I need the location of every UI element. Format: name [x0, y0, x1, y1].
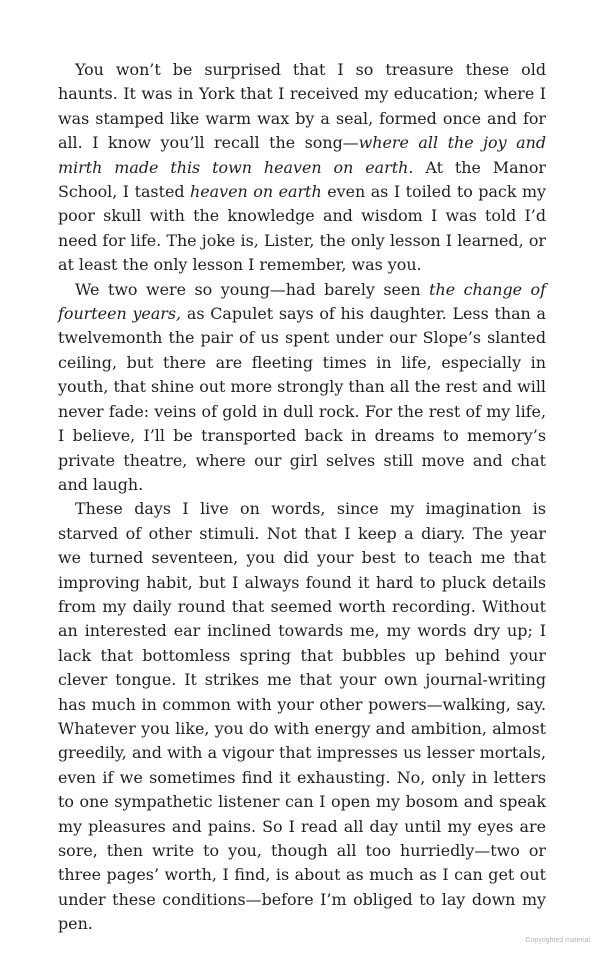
- paragraph-1-run-2-italic: where all the joy and mirth made this town heaven on earth.: [58, 133, 546, 177]
- paragraph-2-run-2-italic: the change of fourteen years,: [58, 279, 546, 324]
- paragraph-1-run-3: At the Manor School, I tasted: [58, 157, 546, 202]
- paragraph-1: [58, 58, 546, 278]
- paragraph-3-run-1: These days I live on words, since my imagination is starved of other stimuli. Not that I keep a diary. The year we turned seventeen, you did your best to teach me that improving habit, but I always found it hard to pluck details from my daily round that seemed worth recording. Without an interested ear inclined towards me, my words dry up; I lack that bottomless spring that bubbles up behind your clever tongue. It strikes me that your own journal-writing has much in common with your other powers—walking, say. Whatever you like, you do with energy and ambition, almost greedily, and with a vigour that impresses us lesser mortals, even if we sometimes find it exhausting. No, only in letters to one sympathetic listener can I open my bosom and speak my pleasures and pains. So I read all day until my eyes are sore, then write to you, though all too hurriedly—two or three pages’ worth, I find, is about as much as I can get out under these conditions—before I’m obliged to lay down my pen.: [58, 499, 546, 934]
- copyright-watermark: Copyrighted material: [525, 937, 590, 944]
- paragraph-1-run-5: even as I toiled to pack my poor skull with the knowledge and wisdom I was told I’d need for life. The joke is, Lister, the only lesson I learned, or at least the only lesson I remember, was you.: [58, 182, 546, 275]
- paragraph-2-run-1: We two were so young—had barely seen: [75, 279, 430, 299]
- paragraph-2-run-3: as Capulet says of his daughter. Less than a twelvemonth the pair of us spent under our Slope’s slanted ceiling, but there are fleeting times in life, especially in youth, that shine out more strongly than all the rest and will never fade: veins of gold in dull rock. For the rest of my life, I believe, I’ll be transported back in dreams to memory’s private theatre, where our girl selves still move and chat and laugh.: [58, 304, 546, 494]
- paragraph-1-run-1: You won’t be surprised that I so treasure these old haunts. It was in York that I received my education; where I was stamped like warm wax by a seal, formed once and for all. I know you’ll recall the song—: [58, 60, 546, 153]
- paragraph-1-run-4-italic: heaven on earth: [190, 182, 322, 202]
- paragraph-2: [58, 278, 546, 498]
- page-body: [58, 58, 546, 937]
- paragraph-3: [58, 497, 546, 936]
